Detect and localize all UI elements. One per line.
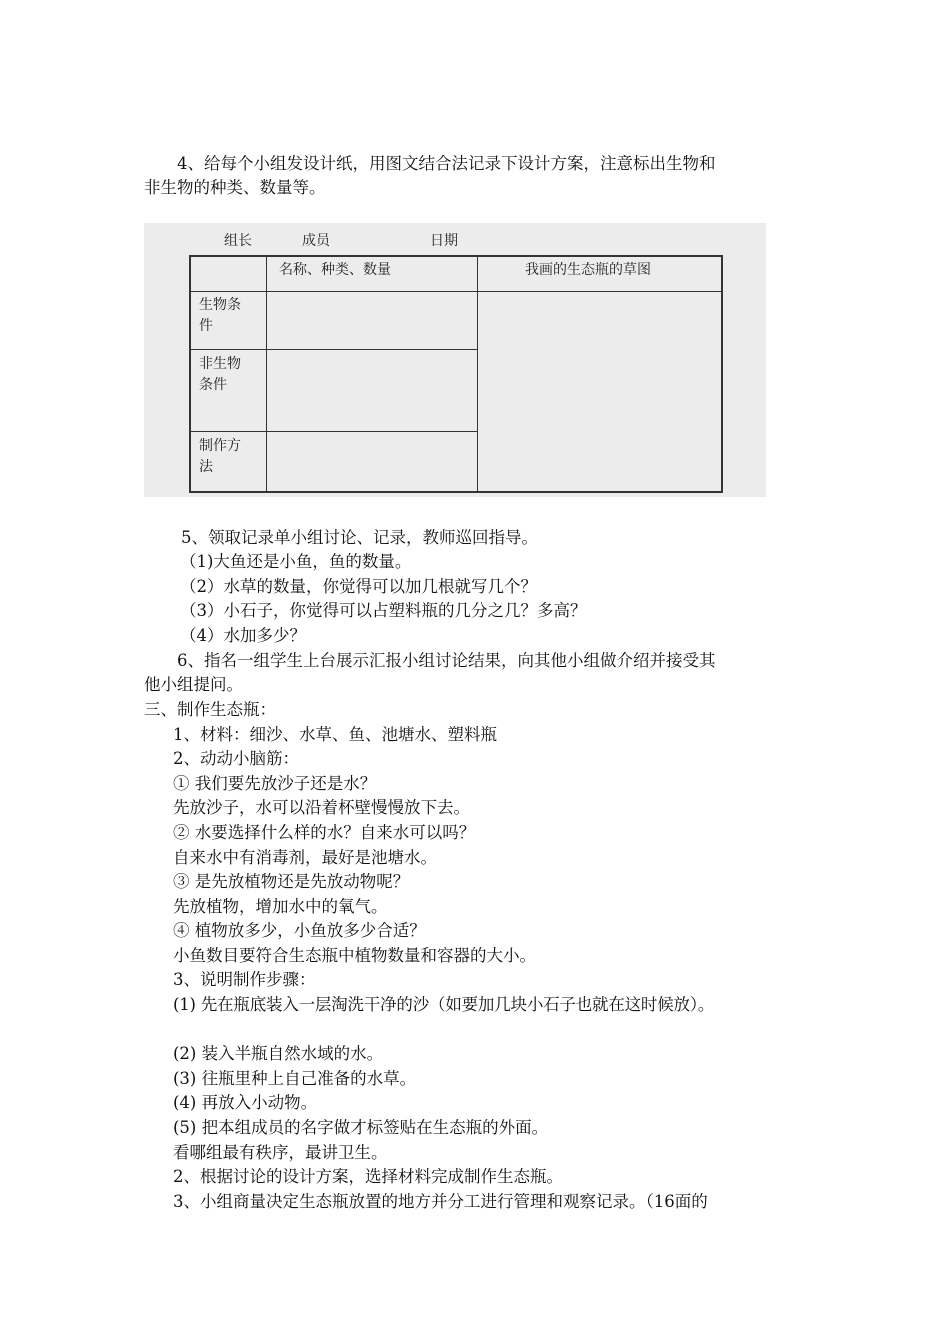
column-header-name: 名称、种类、数量 (279, 262, 391, 278)
task-2: 2、根据讨论的设计方案，选择材料完成制作生态瓶。 (173, 1167, 563, 1186)
question-2: （2）水草的数量，你觉得可以加几根就写几个？ (180, 577, 537, 596)
procedure-step-2: (2) 装入半瓶自然水域的水。 (173, 1044, 384, 1063)
answer-2: 自来水中有消毒剂，最好是池塘水。 (173, 848, 437, 867)
design-form-figure (144, 223, 766, 497)
question-3: （3）小石子，你觉得可以占塑料瓶的几分之几？多高？ (180, 601, 587, 620)
question-circle-4: ④ 植物放多少，小鱼放多少合适？ (173, 921, 426, 940)
question-1: （1)大鱼还是小鱼，鱼的数量。 (180, 552, 412, 571)
answer-3: 先放植物，增加水中的氧气。 (173, 897, 388, 916)
table-divider (191, 349, 477, 350)
step-materials: 1、材料：细沙、水草、鱼、池塘水、塑料瓶 (173, 725, 497, 744)
design-form-table (189, 255, 723, 493)
paragraph-4-line1: 4、给每个小组发设计纸，用图文结合法记录下设计方案，注意标出生物和 (177, 154, 716, 173)
question-circle-2: ② 水要选择什么样的水？自来水可以吗？ (173, 823, 476, 842)
form-members-label: 成员 (302, 233, 330, 249)
row-label-nonbio: 非生物 条件 (199, 356, 241, 393)
step-thinking: 2、动动小脑筋： (173, 749, 299, 768)
procedure-step-5: (5) 把本组成员的名字做才标签贴在生态瓶的外面。 (173, 1118, 549, 1137)
answer-4: 小鱼数目要符合生态瓶中植物数量和容器的大小。 (173, 946, 536, 965)
paragraph-6-line2: 他小组提问。 (144, 675, 243, 694)
order-note: 看哪组最有秩序，最讲卫生。 (173, 1143, 388, 1162)
table-divider (191, 291, 723, 292)
table-divider (477, 257, 478, 491)
form-date-label: 日期 (430, 233, 458, 249)
procedure-step-3: (3) 往瓶里种上自己准备的水草。 (173, 1069, 417, 1088)
procedure-step-1: (1) 先在瓶底装入一层淘洗干净的沙（如要加几块小石子也就在这时候放）。 (173, 995, 715, 1014)
column-header-sketch: 我画的生态瓶的草图 (525, 262, 651, 278)
task-3: 3、小组商量决定生态瓶放置的地方并分工进行管理和观察记录。（16面的 (173, 1192, 708, 1211)
step-instructions: 3、说明制作步骤： (173, 970, 316, 989)
row-label-bio: 生物条 件 (199, 297, 241, 334)
paragraph-6-line1: 6、指名一组学生上台展示汇报小组讨论结果，向其他小组做介绍并接受其 (177, 651, 716, 670)
form-leader-label: 组长 (224, 233, 252, 249)
paragraph-5: 5、领取记录单小组讨论、记录，教师巡回指导。 (181, 528, 538, 547)
paragraph-4-line2: 非生物的种类、数量等。 (144, 178, 326, 197)
table-divider (266, 257, 267, 491)
section-3-heading: 三、制作生态瓶： (144, 700, 276, 719)
question-circle-3: ③ 是先放植物还是先放动物呢？ (173, 872, 410, 891)
table-divider (191, 431, 477, 432)
row-label-method: 制作方 法 (199, 438, 241, 475)
answer-1: 先放沙子，水可以沿着杯壁慢慢放下去。 (173, 798, 470, 817)
question-circle-1: ① 我们要先放沙子还是水？ (173, 774, 377, 793)
procedure-step-4: (4) 再放入小动物。 (173, 1093, 318, 1112)
question-4: （4）水加多少？ (180, 626, 306, 645)
